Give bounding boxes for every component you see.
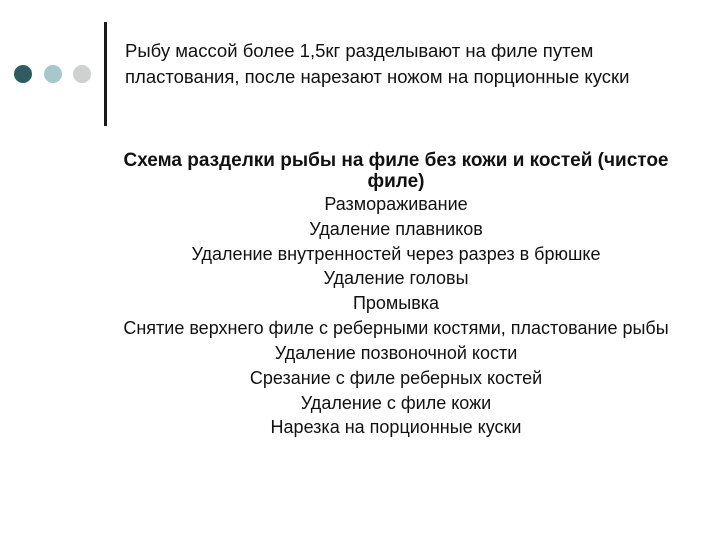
step-item: Удаление внутренностей через разрез в брюшке [191, 243, 601, 264]
decor-dot-gray [73, 65, 91, 83]
step-item: Удаление позвоночной кости [274, 342, 518, 363]
steps-list [120, 192, 672, 440]
step-item: Нарезка на порционные куски [270, 417, 522, 438]
step-item: Размораживание [324, 194, 468, 214]
step-item: Срезание с филе реберных костей [249, 367, 543, 388]
decor-dot-light [44, 65, 62, 83]
vertical-divider [104, 22, 107, 126]
step-item: Удаление головы [323, 268, 469, 289]
step-item: Промывка [352, 293, 440, 314]
scheme-title: Схема разделки рыбы на филе без кожи и костей (чистое филе) [123, 150, 669, 192]
intro-text: Рыбу массой более 1,5кг разделывают на филе путем пластования, после нарезают ножом на порционные куски [125, 40, 630, 87]
step-item: Удаление плавников [309, 218, 483, 239]
scheme-block [120, 150, 672, 440]
step-item: Удаление с филе кожи [300, 392, 492, 413]
step-item: Снятие верхнего филе с реберными костями, пластование рыбы [123, 317, 669, 338]
decor-dot-dark [14, 65, 32, 83]
